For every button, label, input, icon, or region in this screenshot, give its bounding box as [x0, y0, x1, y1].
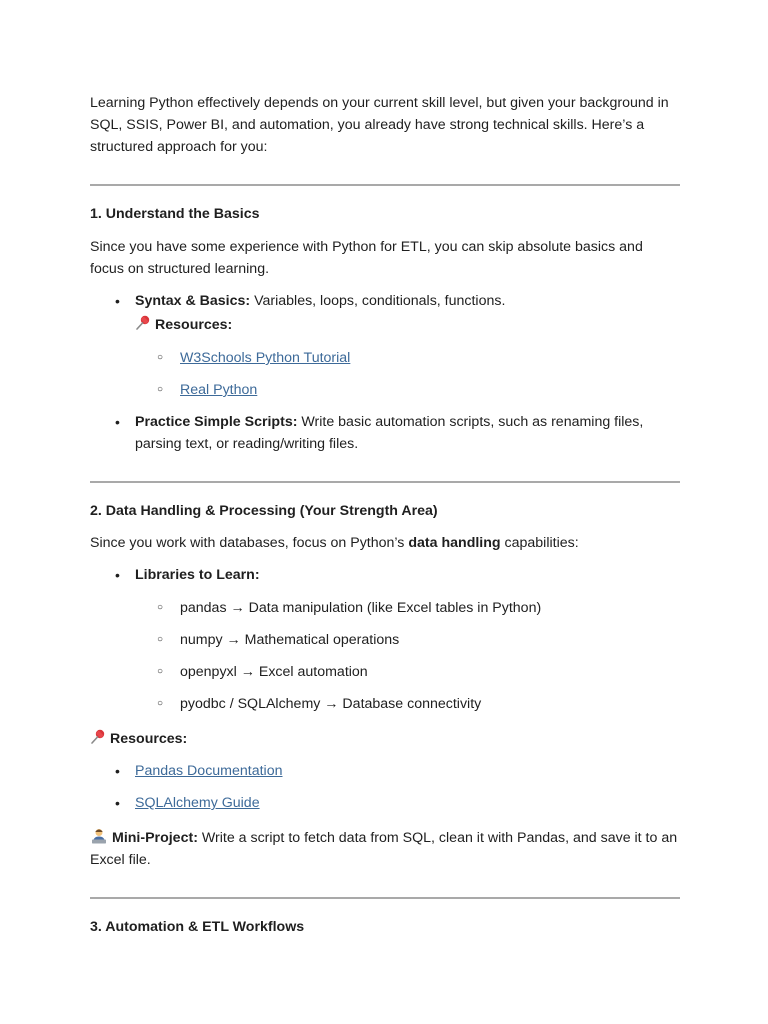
bullet-text: Write basic automation scripts, such as renaming files, parsing text, or reading/writing files. — [135, 414, 644, 452]
list-item: ○ numpy → Mathematical operations — [90, 629, 680, 651]
section-2-links — [90, 760, 680, 814]
text-bold: data handling — [408, 535, 501, 551]
resources-label: Resources: — [155, 317, 233, 333]
resources-label: Resources: — [110, 731, 188, 747]
text-pre: Since you work with databases, focus on Python’s — [90, 535, 409, 551]
divider — [90, 481, 680, 483]
section-3-heading: 3. Automation & ETL Workflows — [90, 919, 305, 935]
pushpin-icon — [90, 728, 106, 750]
list-item: ○ openpyxl → Excel automation — [90, 661, 680, 683]
section-1-list — [90, 290, 680, 336]
pushpin-icon — [135, 314, 151, 336]
divider — [90, 897, 680, 899]
sqlalchemy-guide-link[interactable]: SQLAlchemy Guide — [135, 795, 260, 811]
list-item — [90, 564, 680, 586]
section-2-text — [90, 532, 680, 554]
pandas-docs-link[interactable]: Pandas Documentation — [135, 763, 283, 779]
list-item — [90, 411, 680, 455]
list-item: ○ pandas → Data manipulation (like Excel tables in Python) — [90, 597, 680, 619]
w3schools-link[interactable]: W3Schools Python Tutorial — [180, 350, 351, 366]
project-label: Mini-Project: — [112, 830, 198, 846]
mini-project — [90, 827, 680, 871]
list-item — [90, 379, 680, 401]
bullet-bold: Syntax & Basics: — [135, 293, 251, 309]
list-item: ○ pyodbc / SQLAlchemy → Database connectivity — [90, 693, 680, 715]
section-1-heading: 1. Understand the Basics — [90, 206, 260, 222]
libraries-list — [90, 597, 680, 715]
section-2-list — [90, 564, 680, 586]
technologist-icon — [90, 827, 108, 849]
section-1-text: Since you have some experience with Python for ETL, you can skip absolute basics and focus on structured learning. — [90, 239, 643, 277]
list-item — [90, 760, 680, 782]
list-item — [90, 792, 680, 814]
list-item — [90, 290, 680, 336]
section-1-links — [90, 347, 680, 401]
list-item — [90, 347, 680, 369]
divider — [90, 184, 680, 186]
intro-paragraph: Learning Python effectively depends on your current skill level, but given your background in SQL, SSIS, Power BI, and automation, you already have strong technical skills. Here’s a structured approach for you: — [90, 95, 669, 155]
text-post: capabilities: — [500, 535, 579, 551]
bullet-text: Variables, loops, conditionals, functions. — [250, 293, 506, 309]
project-text: Write a script to fetch data from SQL, clean it with Pandas, and save it to an Excel file. — [90, 830, 678, 868]
bullet-bold: Practice Simple Scripts: — [135, 414, 298, 430]
real-python-link[interactable]: Real Python — [180, 382, 258, 398]
libraries-label: Libraries to Learn: — [135, 567, 260, 583]
section-2-heading: 2. Data Handling & Processing (Your Strength Area) — [90, 503, 438, 519]
resources-line — [90, 728, 680, 750]
section-1-list-2 — [90, 411, 680, 455]
document-page — [90, 92, 680, 938]
